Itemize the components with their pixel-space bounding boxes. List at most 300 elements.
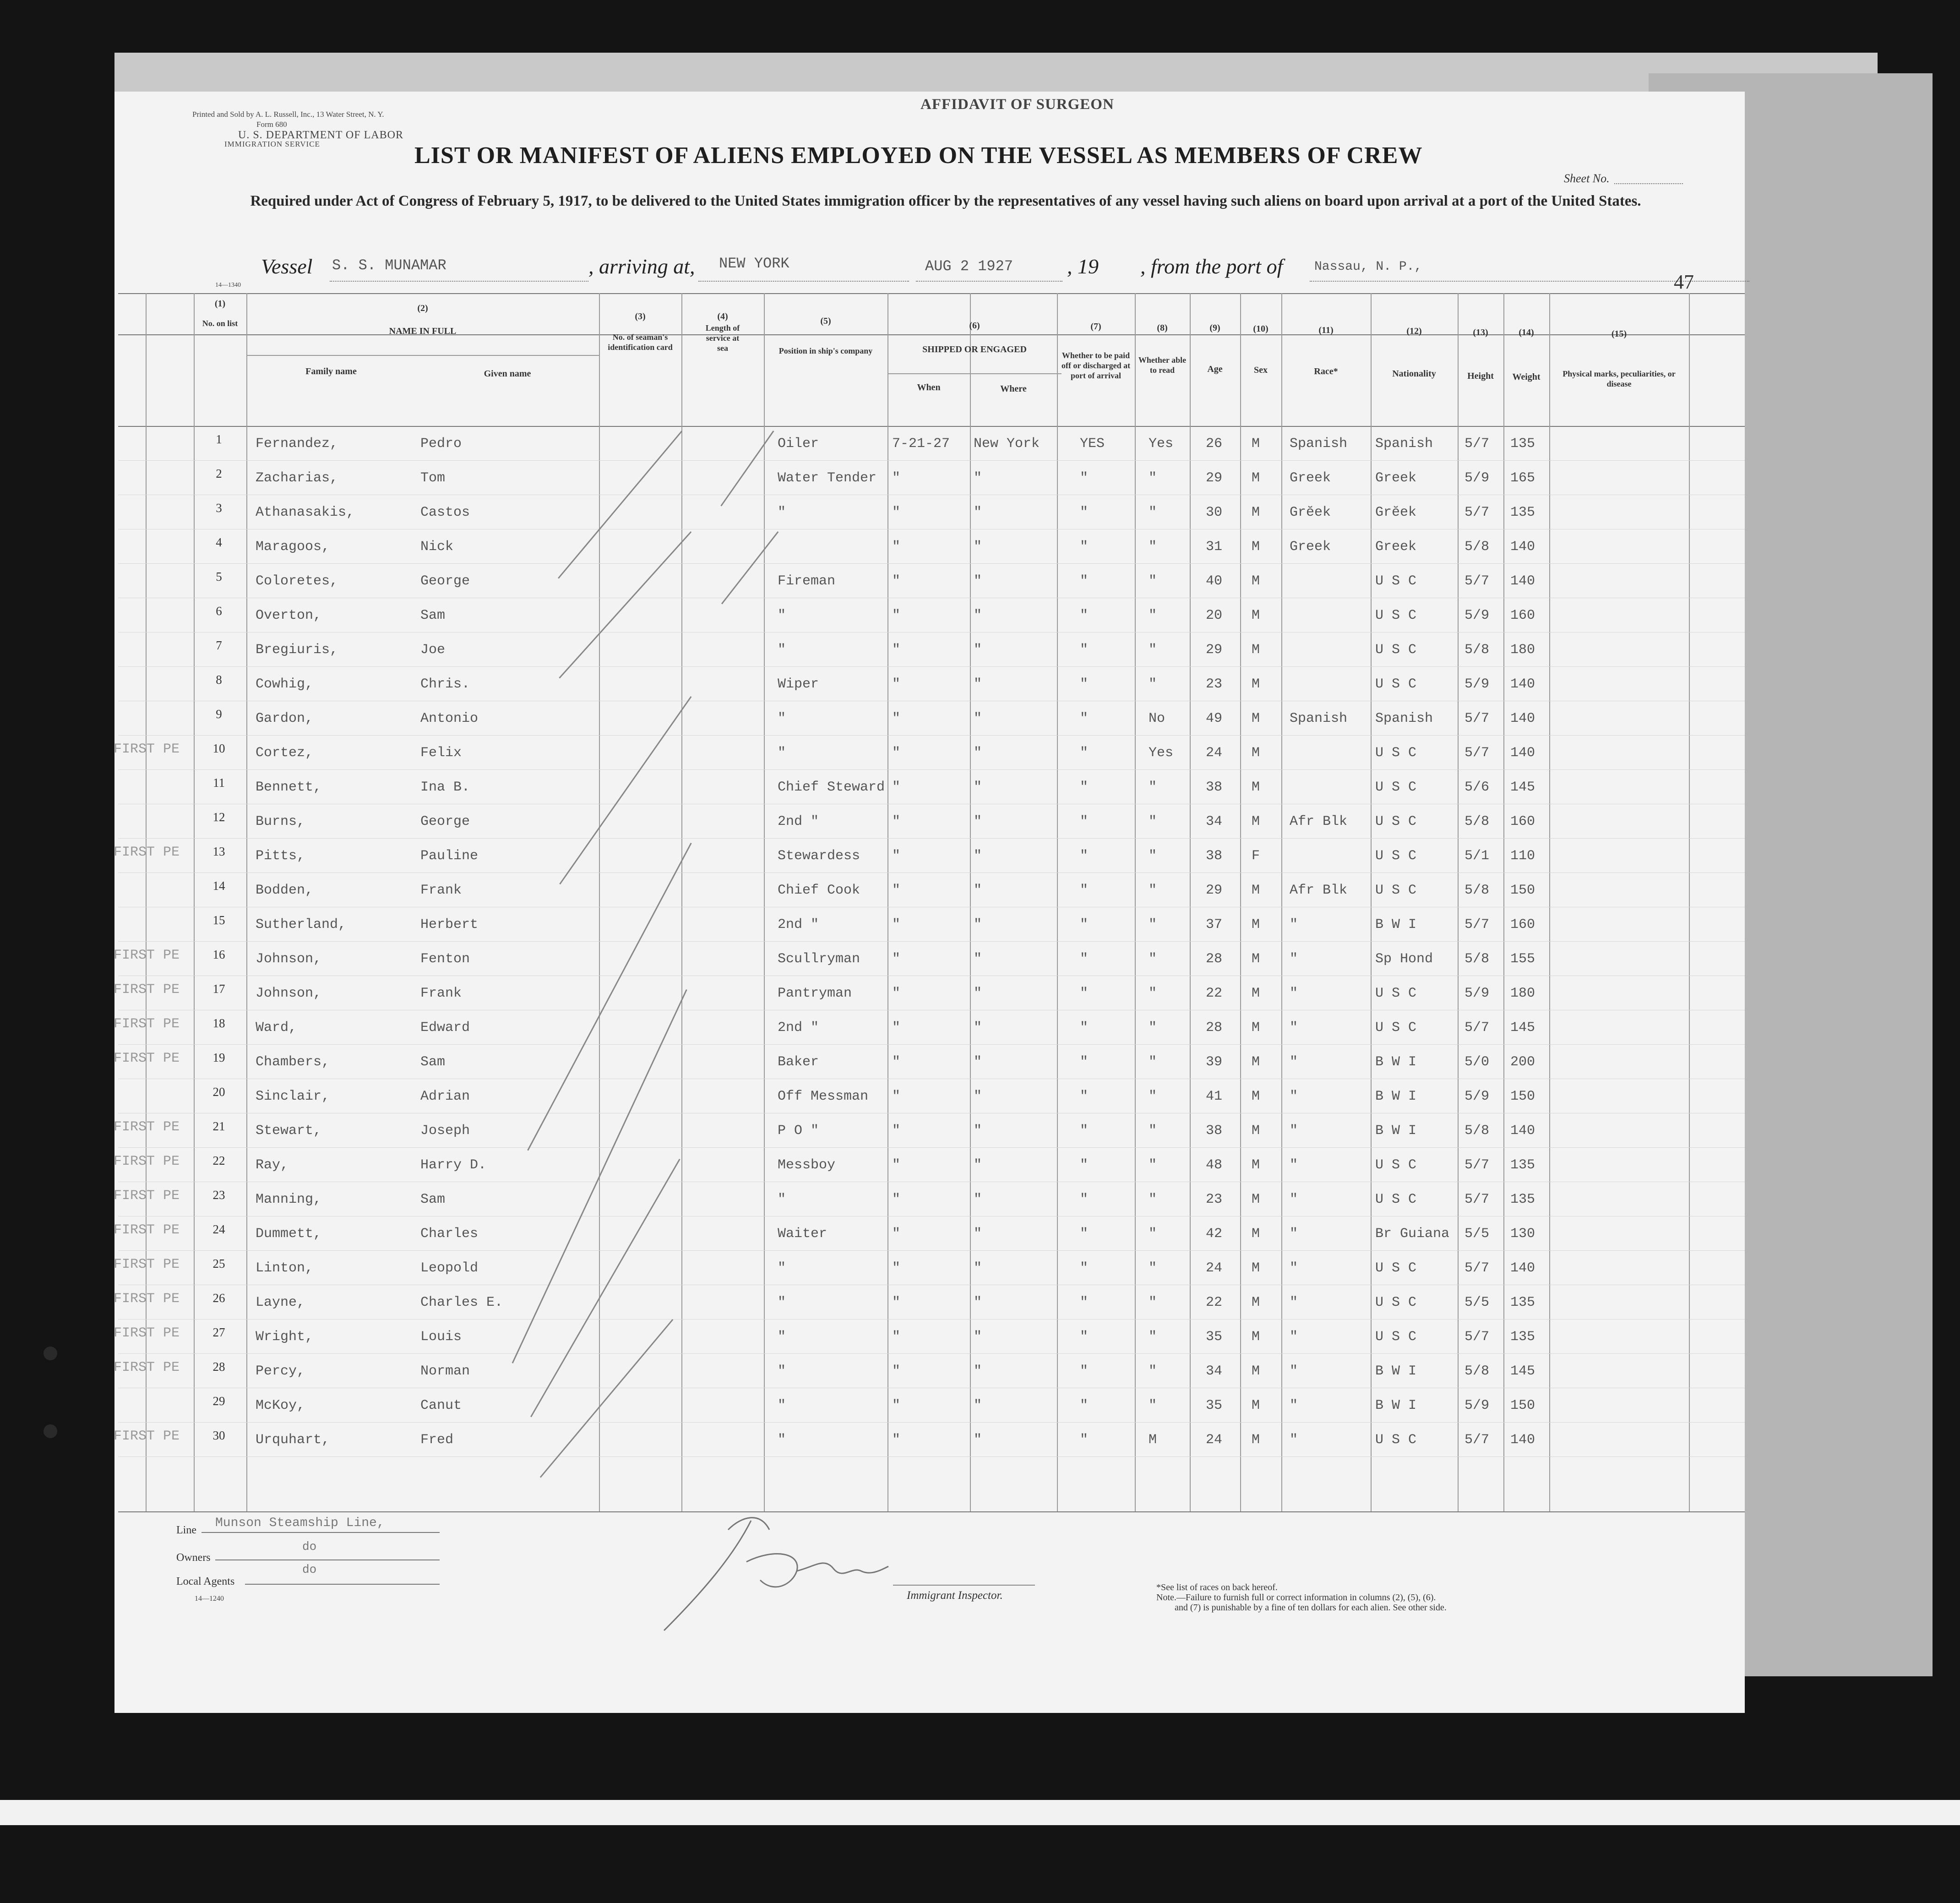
cell-sex: M	[1252, 1432, 1260, 1448]
cell-when: "	[892, 1329, 901, 1345]
cell-paid: YES	[1080, 436, 1105, 452]
line-label: Line	[176, 1524, 196, 1536]
cell-weight: 150	[1510, 1398, 1535, 1413]
cell-read: "	[1149, 1089, 1157, 1104]
cell-age: 24	[1206, 1260, 1223, 1276]
cell-family: Layne,	[256, 1295, 305, 1310]
department-label: U. S. DEPARTMENT OF LABOR	[238, 129, 403, 141]
row-divider	[118, 1147, 1745, 1148]
cell-where: "	[974, 1157, 982, 1173]
cell-position: Stewardess	[778, 848, 860, 864]
col3-header: No. of seaman's identification card	[608, 333, 673, 352]
cell-age: 35	[1206, 1398, 1223, 1413]
row-number: 10	[212, 742, 225, 755]
cell-given: Charles E.	[420, 1295, 503, 1310]
cell-weight: 145	[1510, 780, 1535, 795]
cell-age: 23	[1206, 1192, 1223, 1207]
col4-number: (4)	[717, 311, 728, 322]
cell-paid: "	[1080, 1089, 1089, 1104]
row-number: 17	[212, 982, 225, 996]
cell-when: "	[892, 505, 901, 520]
page-number: 47	[1674, 271, 1694, 293]
cell-sex: M	[1252, 1157, 1260, 1173]
cell-read: "	[1149, 951, 1157, 967]
cell-given: Pedro	[420, 436, 462, 452]
cell-where: "	[974, 745, 982, 761]
cell-where: "	[974, 676, 982, 692]
cell-height: 5/7	[1465, 1020, 1490, 1036]
cell-read: "	[1149, 917, 1157, 932]
cell-given: Nick	[420, 539, 454, 555]
cell-nationality: Greek	[1375, 470, 1417, 486]
first-pe-stamp: FIRST PE	[114, 1051, 180, 1066]
cell-read: Yes	[1149, 745, 1174, 761]
cell-where: "	[974, 573, 982, 589]
note-races: *See list of races on back hereof.	[1156, 1582, 1278, 1592]
cell-where: "	[974, 1089, 982, 1104]
col8-number: (8)	[1157, 323, 1168, 333]
cell-race: "	[1290, 917, 1298, 932]
cell-nationality: Sp Hond	[1375, 951, 1433, 967]
cell-age: 26	[1206, 436, 1223, 452]
cell-nationality: B W I	[1375, 1054, 1417, 1070]
note-failure: Note.—Failure to furnish full or correct information in columns (2), (5), (6).	[1156, 1592, 1436, 1603]
row-number: 16	[212, 948, 225, 961]
cell-weight: 140	[1510, 745, 1535, 761]
cell-weight: 135	[1510, 1192, 1535, 1207]
cell-when: "	[892, 470, 901, 486]
cell-age: 38	[1206, 848, 1223, 864]
cell-where: "	[974, 848, 982, 864]
cell-weight: 150	[1510, 1089, 1535, 1104]
cell-paid: "	[1080, 470, 1089, 486]
col14-header: Weight	[1512, 372, 1541, 382]
cell-family: Wright,	[256, 1329, 314, 1345]
cell-nationality: U S C	[1375, 1020, 1417, 1036]
cell-nationality: B W I	[1375, 1123, 1417, 1139]
row-number: 5	[216, 570, 222, 583]
cell-where: "	[974, 814, 982, 829]
row-number: 9	[216, 707, 222, 721]
cell-read: "	[1149, 1226, 1157, 1242]
cell-paid: "	[1080, 608, 1089, 623]
cell-given: Herbert	[420, 917, 479, 932]
cell-when: "	[892, 1363, 901, 1379]
cell-sex: M	[1252, 883, 1260, 898]
col10-header: Sex	[1254, 365, 1268, 375]
cell-where: "	[974, 917, 982, 932]
cell-when: "	[892, 1226, 901, 1242]
cell-nationality: B W I	[1375, 1089, 1417, 1104]
cell-height: 5/7	[1465, 1432, 1490, 1448]
cell-weight: 140	[1510, 1123, 1535, 1139]
first-pe-stamp: FIRST PE	[114, 742, 180, 757]
cell-height: 5/7	[1465, 1260, 1490, 1276]
first-pe-stamp: FIRST PE	[114, 1188, 180, 1204]
cell-position: Pantryman	[778, 986, 852, 1001]
cell-where: "	[974, 986, 982, 1001]
cell-read: "	[1149, 883, 1157, 898]
cell-where: "	[974, 470, 982, 486]
cell-age: 20	[1206, 608, 1223, 623]
vessel-info-row	[261, 254, 1749, 286]
cell-position: "	[778, 642, 786, 658]
cell-sex: M	[1252, 1363, 1260, 1379]
cell-weight: 110	[1510, 848, 1535, 864]
cell-nationality: B W I	[1375, 1363, 1417, 1379]
cell-where: "	[974, 883, 982, 898]
cell-read: "	[1149, 1192, 1157, 1207]
cell-paid: "	[1080, 745, 1089, 761]
cell-height: 5/1	[1465, 848, 1490, 864]
cell-given: Fenton	[420, 951, 470, 967]
cell-race: "	[1290, 1123, 1298, 1139]
cell-nationality: U S C	[1375, 676, 1417, 692]
cell-height: 5/9	[1465, 1398, 1490, 1413]
cell-where: "	[974, 642, 982, 658]
first-pe-stamp: FIRST PE	[114, 1154, 180, 1169]
line-value: Munson Steamship Line,	[215, 1516, 385, 1530]
cell-position: "	[778, 1432, 786, 1448]
cell-given: Harry D.	[420, 1157, 487, 1173]
cell-paid: "	[1080, 711, 1089, 726]
form-number: Form 680	[256, 120, 287, 129]
cell-given: Canut	[420, 1398, 462, 1413]
cell-when: "	[892, 573, 901, 589]
cell-age: 28	[1206, 1020, 1223, 1036]
row-number: 25	[212, 1257, 225, 1270]
col13-number: (13)	[1473, 327, 1488, 338]
cell-race: "	[1290, 1432, 1298, 1448]
first-pe-stamp: FIRST PE	[114, 1119, 180, 1135]
cell-nationality: Spanish	[1375, 436, 1433, 452]
cell-family: Manning,	[256, 1192, 322, 1207]
cell-sex: M	[1252, 676, 1260, 692]
cell-when: "	[892, 745, 901, 761]
cell-given: Joe	[420, 642, 446, 658]
row-divider	[118, 838, 1745, 839]
cell-sex: M	[1252, 1329, 1260, 1345]
owners-label: Owners	[176, 1552, 211, 1564]
from-port: Nassau, N. P.,	[1314, 260, 1422, 274]
cell-where: "	[974, 539, 982, 555]
cell-height: 5/8	[1465, 539, 1490, 555]
row-number: 14	[212, 879, 225, 893]
row-number: 26	[212, 1291, 225, 1305]
cell-when: "	[892, 883, 901, 898]
cell-given: Adrian	[420, 1089, 470, 1104]
cell-given: George	[420, 814, 470, 829]
cell-position: "	[778, 711, 786, 726]
cell-family: Linton,	[256, 1260, 314, 1276]
cell-sex: M	[1252, 470, 1260, 486]
cell-sex: M	[1252, 986, 1260, 1001]
row-number: 2	[216, 467, 222, 480]
cell-given: Sam	[420, 1054, 446, 1070]
cell-position: "	[778, 608, 786, 623]
cell-where: "	[974, 1329, 982, 1345]
cell-family: Gardon,	[256, 711, 314, 726]
cell-weight: 180	[1510, 986, 1535, 1001]
cell-family: Bennett,	[256, 780, 322, 795]
row-divider	[118, 941, 1745, 942]
vessel-label: Vessel	[261, 255, 313, 278]
cell-age: 22	[1206, 986, 1223, 1001]
cell-sex: M	[1252, 917, 1260, 932]
cell-height: 5/7	[1465, 745, 1490, 761]
cell-position: "	[778, 1329, 786, 1345]
cell-height: 5/7	[1465, 436, 1490, 452]
cell-age: 31	[1206, 539, 1223, 555]
cell-position: Waiter	[778, 1226, 828, 1242]
cell-nationality: U S C	[1375, 1260, 1417, 1276]
cell-sex: M	[1252, 1054, 1260, 1070]
cell-read: "	[1149, 1020, 1157, 1036]
cell-family: Coloretes,	[256, 573, 338, 589]
cell-given: Fred	[420, 1432, 454, 1448]
cell-height: 5/7	[1465, 1329, 1490, 1345]
cell-weight: 145	[1510, 1020, 1535, 1036]
first-pe-stamp: FIRST PE	[114, 1016, 180, 1032]
cell-height: 5/8	[1465, 642, 1490, 658]
row-number: 13	[212, 845, 225, 858]
cell-when: 7-21-27	[892, 436, 950, 452]
col2-given-header: Given name	[484, 369, 531, 379]
cell-paid: "	[1080, 1226, 1089, 1242]
cell-height: 5/9	[1465, 676, 1490, 692]
col15-header: Physical marks, peculiarities, or disease	[1563, 369, 1676, 388]
cell-given: Pauline	[420, 848, 479, 864]
inspector-signature-line	[893, 1585, 1035, 1586]
cell-position: 2nd "	[778, 1020, 819, 1036]
cell-sex: M	[1252, 573, 1260, 589]
cell-position: Chief Steward	[778, 780, 885, 795]
manifest-table	[114, 293, 1745, 1514]
cell-when: "	[892, 539, 901, 555]
cell-read: "	[1149, 780, 1157, 795]
cell-paid: "	[1080, 986, 1089, 1001]
col12-header: Nationality	[1392, 369, 1436, 379]
cell-age: 38	[1206, 780, 1223, 795]
cell-when: "	[892, 608, 901, 623]
row-number: 6	[216, 604, 222, 618]
cell-family: McKoy,	[256, 1398, 305, 1413]
cell-read: "	[1149, 505, 1157, 520]
cell-sex: M	[1252, 814, 1260, 829]
cell-family: Stewart,	[256, 1123, 322, 1139]
cell-nationality: U S C	[1375, 573, 1417, 589]
row-number: 12	[212, 810, 225, 824]
cell-race: Afr Blk	[1290, 883, 1348, 898]
cell-height: 5/8	[1465, 951, 1490, 967]
cell-sex: M	[1252, 436, 1260, 452]
note-fine: and (7) is punishable by a fine of ten dollars for each alien. See other side.	[1175, 1603, 1447, 1613]
cell-position: "	[778, 1363, 786, 1379]
cell-weight: 130	[1510, 1226, 1535, 1242]
row-number: 30	[212, 1429, 225, 1442]
cell-family: Cowhig,	[256, 676, 314, 692]
cell-race: Grĕek	[1290, 505, 1331, 520]
cell-age: 42	[1206, 1226, 1223, 1242]
cell-when: "	[892, 1123, 901, 1139]
cell-weight: 135	[1510, 505, 1535, 520]
cell-given: Joseph	[420, 1123, 470, 1139]
from-label: , from the port of	[1140, 255, 1283, 278]
cell-age: 34	[1206, 1363, 1223, 1379]
cell-where: New York	[974, 436, 1040, 452]
row-divider	[118, 460, 1745, 461]
cell-paid: "	[1080, 676, 1089, 692]
cell-age: 41	[1206, 1089, 1223, 1104]
page-title: LIST OR MANIFEST OF ALIENS EMPLOYED ON THE VESSEL AS MEMBERS OF CREW	[414, 142, 1423, 169]
cell-read: "	[1149, 1260, 1157, 1276]
cell-position: Off Messman	[778, 1089, 869, 1104]
cell-position: Baker	[778, 1054, 819, 1070]
row-divider	[118, 1353, 1745, 1354]
cell-read: "	[1149, 1123, 1157, 1139]
binder-hole	[44, 1347, 57, 1360]
cell-age: 30	[1206, 505, 1223, 520]
cell-position: "	[778, 1192, 786, 1207]
cell-family: Chambers,	[256, 1054, 330, 1070]
local-agents-value: do	[302, 1563, 317, 1576]
col11-header: Race*	[1314, 366, 1338, 376]
row-number: 24	[212, 1222, 225, 1236]
cell-nationality: U S C	[1375, 608, 1417, 623]
cell-race: "	[1290, 1020, 1298, 1036]
cell-race: "	[1290, 986, 1298, 1001]
cell-family: Urquhart,	[256, 1432, 330, 1448]
cell-weight: 145	[1510, 1363, 1535, 1379]
cell-nationality: U S C	[1375, 814, 1417, 829]
affidavit-header: AFFIDAVIT OF SURGEON	[920, 96, 1114, 113]
cell-nationality: U S C	[1375, 986, 1417, 1001]
first-pe-stamp: FIRST PE	[114, 1222, 180, 1238]
cell-height: 5/9	[1465, 986, 1490, 1001]
cell-paid: "	[1080, 642, 1089, 658]
cell-given: Sam	[420, 1192, 446, 1207]
cell-family: Overton,	[256, 608, 322, 623]
cell-position: "	[778, 1295, 786, 1310]
col2-header: NAME IN FULL	[389, 326, 457, 336]
cell-position: "	[778, 745, 786, 761]
cell-family: Burns,	[256, 814, 305, 829]
cell-weight: 135	[1510, 1157, 1535, 1173]
cell-weight: 135	[1510, 1295, 1535, 1310]
cell-paid: "	[1080, 1295, 1089, 1310]
cell-paid: "	[1080, 505, 1089, 520]
first-pe-stamp: FIRST PE	[114, 1257, 180, 1272]
cell-age: 40	[1206, 573, 1223, 589]
col5-number: (5)	[820, 316, 831, 326]
cell-family: Cortez,	[256, 745, 314, 761]
cell-read: "	[1149, 1054, 1157, 1070]
cell-when: "	[892, 780, 901, 795]
cell-height: 5/7	[1465, 505, 1490, 520]
cell-where: "	[974, 1192, 982, 1207]
arrival-date: AUG 2 1927	[925, 258, 1013, 275]
first-pe-stamp: FIRST PE	[114, 982, 180, 998]
footer-notes	[1156, 1582, 1447, 1613]
cell-family: Pitts,	[256, 848, 305, 864]
cell-when: "	[892, 1089, 901, 1104]
col8-header: Whether able to read	[1138, 355, 1187, 375]
cell-when: "	[892, 986, 901, 1001]
cell-when: "	[892, 1260, 901, 1276]
cell-family: Ward,	[256, 1020, 297, 1036]
cell-nationality: U S C	[1375, 1192, 1417, 1207]
cell-sex: M	[1252, 711, 1260, 726]
row-divider	[118, 563, 1745, 564]
cell-sex: M	[1252, 1260, 1260, 1276]
cell-nationality: U S C	[1375, 745, 1417, 761]
cell-paid: "	[1080, 883, 1089, 898]
cell-sex: M	[1252, 1020, 1260, 1036]
cell-given: Sam	[420, 608, 446, 623]
cell-sex: M	[1252, 608, 1260, 623]
cell-nationality: B W I	[1375, 917, 1417, 932]
col11-number: (11)	[1318, 325, 1334, 335]
col13-header: Height	[1467, 371, 1494, 381]
cell-height: 5/7	[1465, 1157, 1490, 1173]
cell-given: Norman	[420, 1363, 470, 1379]
cell-nationality: U S C	[1375, 642, 1417, 658]
row-number: 4	[216, 535, 222, 549]
cell-sex: M	[1252, 1123, 1260, 1139]
col1-header: No. on list	[202, 319, 238, 328]
cell-age: 48	[1206, 1157, 1223, 1173]
cell-age: 28	[1206, 951, 1223, 967]
cell-read: "	[1149, 1295, 1157, 1310]
cell-given: Antonio	[420, 711, 479, 726]
cell-family: Maragoos,	[256, 539, 330, 555]
cell-weight: 140	[1510, 711, 1535, 726]
cell-where: "	[974, 1295, 982, 1310]
cell-family: Percy,	[256, 1363, 305, 1379]
cell-nationality: U S C	[1375, 848, 1417, 864]
cell-weight: 140	[1510, 573, 1535, 589]
cell-height: 5/7	[1465, 917, 1490, 932]
cell-position: Oiler	[778, 436, 819, 452]
form-code-bottom: 14—1240	[195, 1595, 224, 1603]
cell-race: "	[1290, 1295, 1298, 1310]
cell-nationality: U S C	[1375, 1157, 1417, 1173]
cell-position: Scullryman	[778, 951, 860, 967]
cell-weight: 180	[1510, 642, 1535, 658]
row-divider	[118, 769, 1745, 770]
arriving-port: NEW YORK	[719, 255, 789, 272]
cell-when: "	[892, 711, 901, 726]
row-number: 7	[216, 638, 222, 652]
first-pe-stamp: FIRST PE	[114, 948, 180, 963]
cell-family: Johnson,	[256, 951, 322, 967]
cell-position: P O "	[778, 1123, 819, 1139]
cell-age: 38	[1206, 1123, 1223, 1139]
cell-nationality: U S C	[1375, 1329, 1417, 1345]
cell-race: "	[1290, 1157, 1298, 1173]
cell-where: "	[974, 608, 982, 623]
row-number: 8	[216, 673, 222, 687]
cell-position: "	[778, 1260, 786, 1276]
cell-age: 29	[1206, 642, 1223, 658]
cell-read: "	[1149, 986, 1157, 1001]
cell-read: "	[1149, 608, 1157, 623]
cell-family: Dummett,	[256, 1226, 322, 1242]
cell-nationality: Spanish	[1375, 711, 1433, 726]
cell-given: Castos	[420, 505, 470, 520]
row-divider	[118, 735, 1745, 736]
cell-sex: M	[1252, 1089, 1260, 1104]
